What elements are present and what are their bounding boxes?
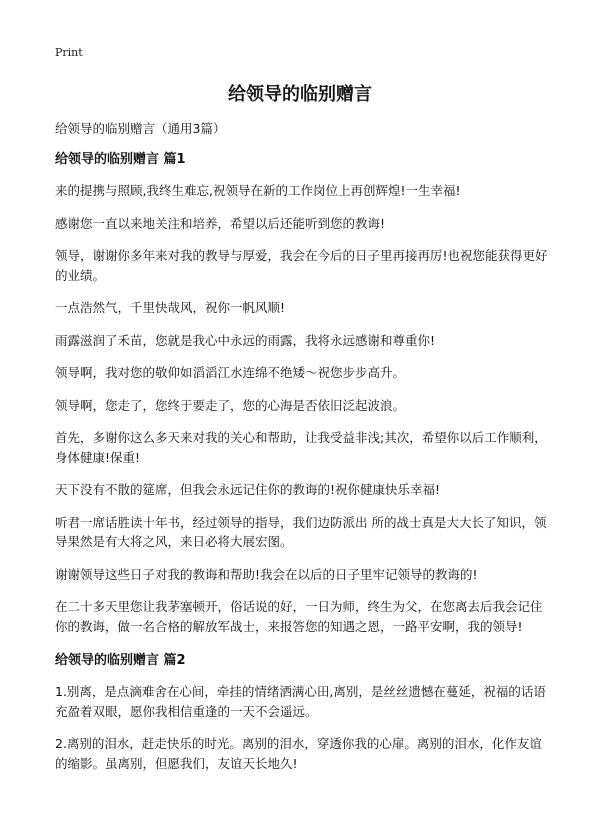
paragraph: 领导啊，您走了，您终于要走了，您的心海是否依旧泛起波浪。 [55, 397, 406, 413]
paragraph: 领导，谢谢你多年来对我的教导与厚爱，我会在今后的日子里再接再厉!也祝您能获得更好的业绩。 [55, 248, 548, 283]
paragraph: 听君一席话胜读十年书，经过领导的指导，我们边防派出 所的战士真是大大长了知识，领导果然是有大将之风，来日必将大展宏图。 [55, 514, 547, 549]
paragraph: 在二十多天里您让我茅塞顿开，俗话说的好，一日为师，终生为父，在您离去后我会记住你的教诲，做一名合格的解放军战士，来报答您的知遇之恩，一路平安啊，我的领导! [55, 599, 543, 634]
print-link[interactable]: Print [55, 46, 83, 59]
paragraph: 2.离别的泪水，赶走快乐的时光。离别的泪水，穿透你我的心扉。离别的泪水，化作友谊的缩影。虽离别，但愿我们，友谊天长地久! [55, 736, 542, 771]
section-2 [55, 652, 553, 773]
section-heading: 给领导的临别赠言 篇1 [55, 152, 186, 167]
paragraph: 首先，多谢你这么多天来对我的关心和帮助，让我受益非浅;其次，希望你以后工作顺利，身体健康!保重! [55, 430, 547, 465]
paragraph: 一点浩然气，千里快哉风，祝你一帆风顺! [55, 300, 286, 315]
paragraph: 1.别离，是点滴难舍在心间，牵挂的情绪洒满心田,离别，是丝丝遗憾在蔓延，祝福的话语充盈着双眼，愿你我相信重逢的一天不会遥远。 [55, 684, 546, 719]
paragraph: 天下没有不散的筵席，但我会永远记住你的教诲的!祝你健康快乐幸福! [55, 482, 441, 497]
page-title: 给领导的临别赠言 [228, 84, 372, 105]
paragraph: 谢谢领导这些日子对我的教诲和帮助!我会在以后的日子里牢记领导的教诲的! [55, 566, 478, 582]
paragraph: 感谢您一直以来地关注和培养，希望以后还能听到您的教诲! [55, 215, 386, 231]
document-subtitle: 给领导的临别赠言（通用3篇） [55, 121, 226, 136]
paragraph: 雨露滋润了禾苗，您就是我心中永远的雨露，我将永远感谢和尊重你! [55, 332, 436, 348]
section-heading: 给领导的临别赠言 篇2 [55, 653, 186, 668]
paragraph: 领导啊，我对您的敬仰如滔滔江水连绵不绝矮～祝您步步高升。 [55, 365, 406, 380]
paragraph: 来的提携与照顾,我终生难忘,祝领导在新的工作岗位上再创辉煌!一生幸福! [55, 183, 461, 198]
article-body [55, 151, 553, 786]
section-1 [55, 151, 553, 636]
